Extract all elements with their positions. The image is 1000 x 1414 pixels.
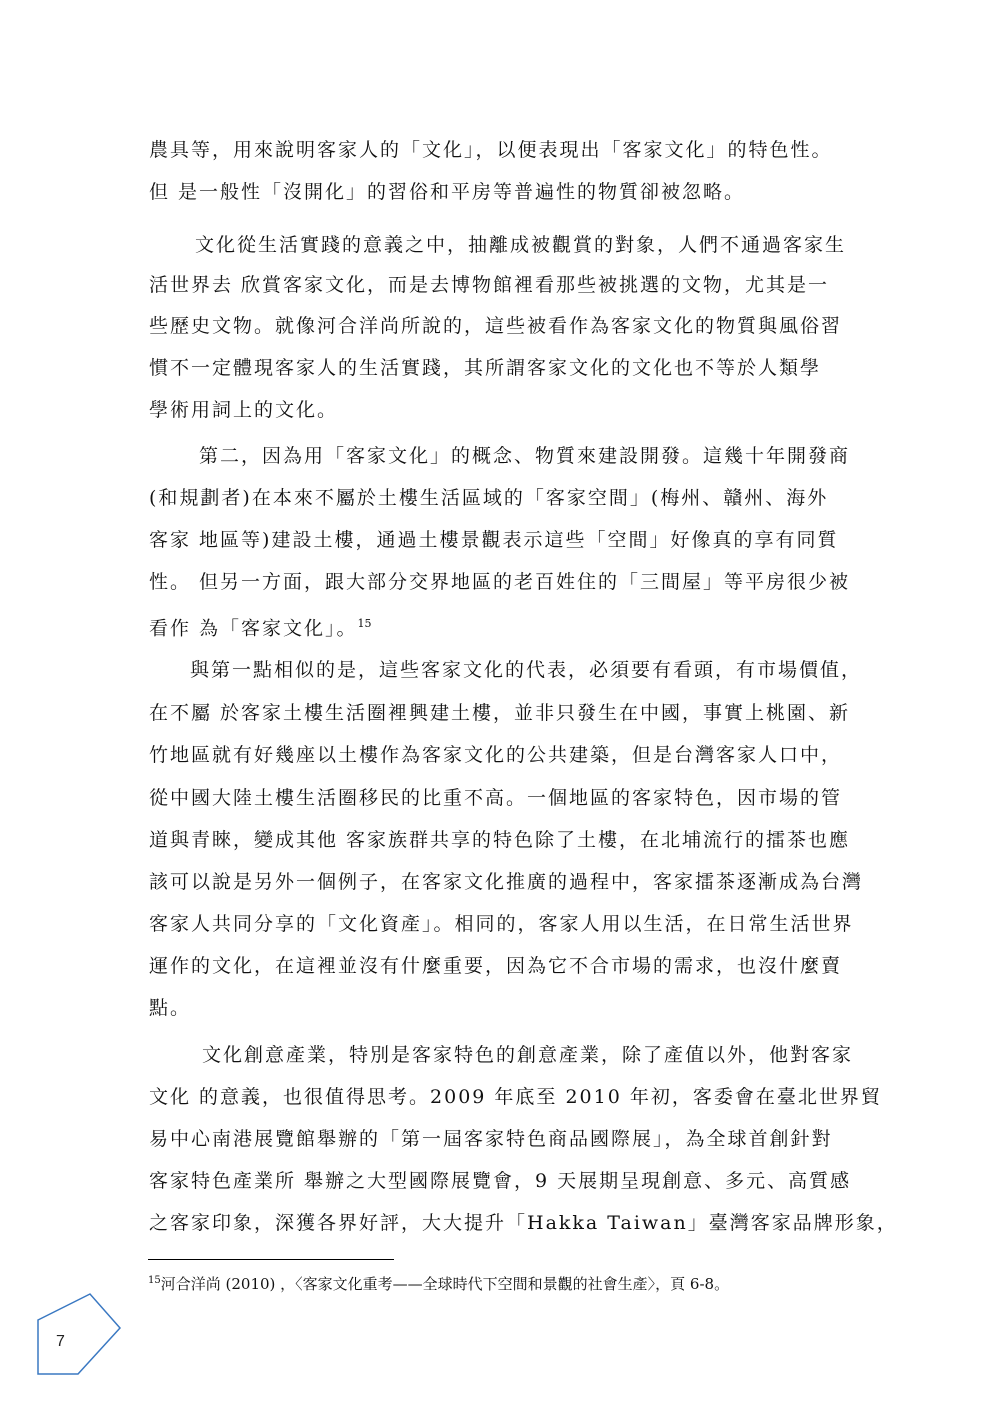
text-line: 該可以說是另外一個例子，在客家文化推廣的過程中，客家擂茶逐漸成為台灣 (149, 871, 864, 893)
text-line: 但 是一般性「沒開化」的習俗和平房等普遍性的物質卻被忽略。 (149, 181, 746, 203)
footnote (148, 1271, 729, 1294)
footnote-separator (148, 1259, 394, 1260)
text-line: 第二，因為用「客家文化」的概念、物質來建設開發。這幾十年開發商 (199, 445, 851, 467)
text-segment: 看作 為「客家文化」。 (149, 617, 358, 640)
text-line: 學術用詞上的文化。 (149, 399, 339, 421)
footnote-text: 河合洋尚 (2010) ，〈客家文化重考——全球時代下空間和景觀的社會生產〉，頁 6-8。 (160, 1275, 730, 1293)
text-line: 與第一點相似的是，這些客家文化的代表，必須要有看頭，有市場價值， (190, 659, 863, 681)
text-line: 慣不一定體現客家人的生活實踐，其所謂客家文化的文化也不等於人類學 (149, 357, 822, 379)
footnote-reference[interactable]: 15 (357, 617, 372, 630)
footnote-number: 15 (148, 1275, 161, 1286)
text-line: 道與青睞，變成其他 客家族群共享的特色除了土樓，在北埔流行的擂茶也應 (149, 829, 851, 851)
text-line: 客家 地區等)建設土樓，通過土樓景觀表示這些「空間」好像真的享有同質 (149, 529, 839, 551)
text-line: 之客家印象，深獲各界好評，大大提升「Hakka Taiwan」臺灣客家品牌形象， (149, 1212, 898, 1234)
text-line: 竹地區就有好幾座以土樓作為客家文化的公共建築，但是台灣客家人口中， (149, 744, 843, 766)
text-line: (和規劃者)在本來不屬於土樓生活區域的「客家空間」(梅州、贛州、海外 (149, 487, 829, 509)
text-line: 客家人共同分享的「文化資產」。相同的，客家人用以生活，在日常生活世界 (149, 913, 854, 935)
text-line: 易中心南港展覽館舉辦的「第一屆客家特色商品國際展」，為全球首創針對 (149, 1128, 833, 1150)
text-line: 些歷史文物。就像河合洋尚所說的，這些被看作為客家文化的物質與風俗習 (149, 315, 843, 337)
page-number: 7 (56, 1333, 65, 1350)
text-line: 農具等，用來說明客家人的「文化」，以便表現出「客家文化」的特色性。 (149, 139, 833, 161)
text-line: 客家特色產業所 舉辦之大型國際展覽會，9 天展期呈現創意、多元、高質感 (149, 1170, 852, 1192)
text-line: 活世界去 欣賞客家文化，而是去博物館裡看那些被挑選的文物，尤其是一 (149, 274, 830, 296)
text-line: 在不屬 於客家土樓生活圈裡興建土樓，並非只發生在中國，事實上桃園、新 (149, 702, 851, 724)
page-number-badge-icon (28, 1292, 128, 1376)
text-line: 文化創意產業，特別是客家特色的創意產業，除了產值以外，他對客家 (202, 1044, 854, 1066)
text-line: 性。 但另一方面，跟大部分交界地區的老百姓住的「三間屋」等平房很少被 (149, 571, 851, 593)
text-line: 點。 (149, 997, 192, 1019)
text-line: 文化從生活實踐的意義之中，抽離成被觀賞的對象，人們不通過客家生 (195, 234, 847, 256)
text-line (149, 612, 372, 640)
text-line: 從中國大陸土樓生活圈移民的比重不高。一個地區的客家特色，因市場的管 (149, 787, 843, 809)
text-line: 文化 的意義，也很值得思考。2009 年底至 2010 年初，客委會在臺北世界貿 (149, 1086, 882, 1108)
text-line: 運作的文化，在這裡並沒有什麼重要，因為它不合市場的需求，也沒什麼賣 (149, 955, 843, 977)
